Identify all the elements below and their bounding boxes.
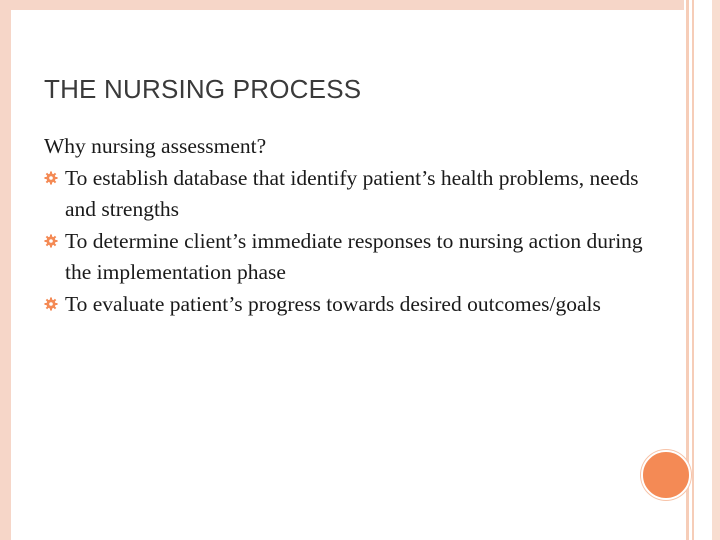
bullet-item [44,163,654,226]
decorative-rail [712,0,720,540]
slide-title: THE NURSING PROCESS [44,74,362,104]
gear-bullet-icon [44,294,58,314]
gear-bullet-icon [44,231,58,251]
bullet-text: To establish database that identify patient’s health problems, needs and strengths [65,165,639,221]
decorative-circle [641,450,691,500]
bullet-text: To evaluate patient’s progress towards desired outcomes/goals [65,291,601,316]
bullet-item [44,226,654,289]
bullet-text: To determine client’s immediate responses to nursing action during the implementation phase [65,228,643,284]
intro-text: Why nursing assessment? [44,134,267,158]
slide-border-top [0,0,684,10]
bullet-item [44,289,654,321]
decorative-rail [692,0,694,540]
decorative-rail [686,0,689,540]
gear-bullet-icon [44,168,58,188]
slide-content [44,131,654,320]
slide-border-left [0,0,11,540]
bullet-list [44,163,654,321]
